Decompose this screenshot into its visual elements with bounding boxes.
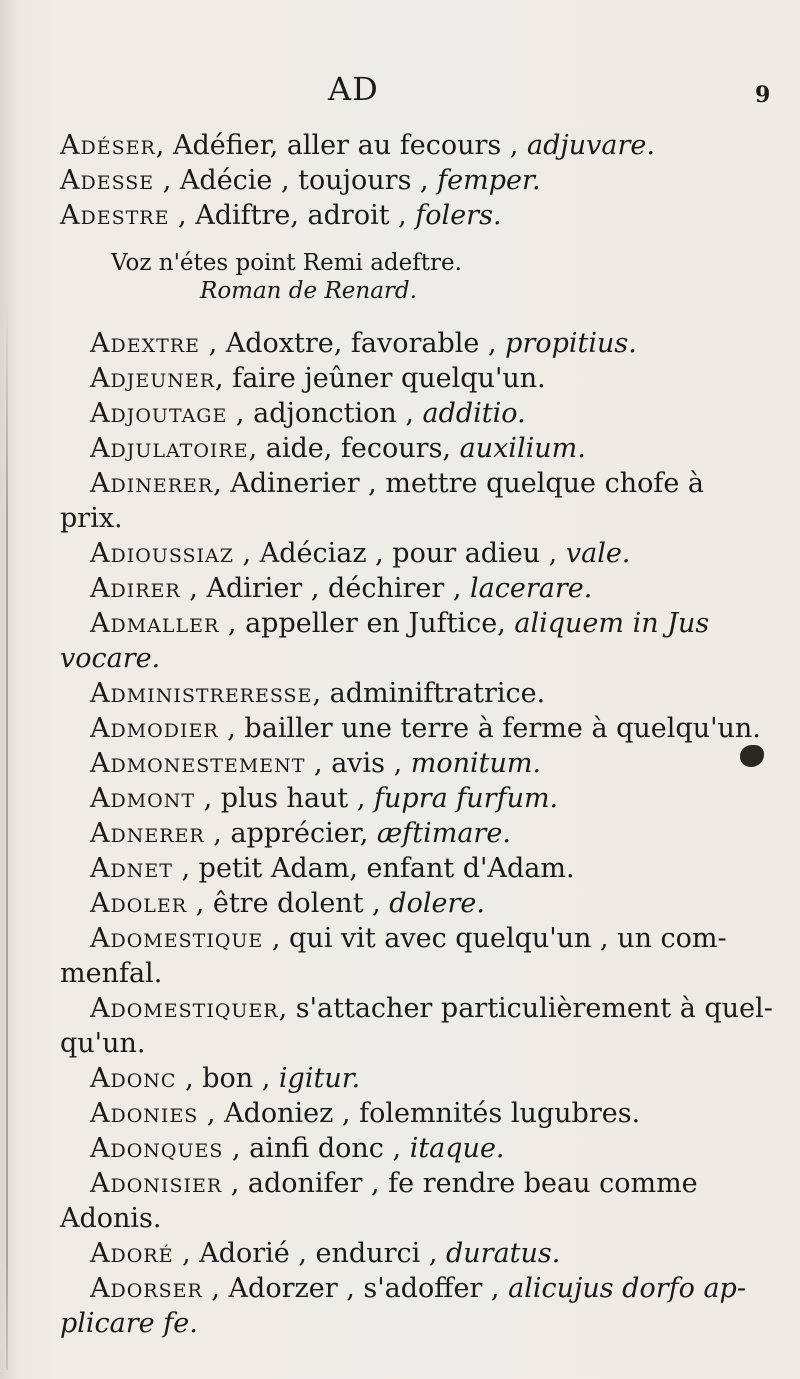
entry-adinerer-cont: prix. [60,503,123,534]
entry-adomestique: Adomestique , qui vit avec quelqu'un , un com- [90,923,727,954]
entry-admont: Admont , plus haut , fupra furfum. [90,783,559,814]
entry-adjeuner: Adjeuner, faire jeûner quelqu'un. [90,363,546,394]
entry-adirer: Adirer , Adirier , déchirer , lacerare. [90,573,593,604]
entry-adnerer: Adnerer , apprécier, æftimare. [90,818,511,849]
entry-adore: Adoré , Adorié , endurci , duratus. [90,1238,561,1269]
entry-adestre: Adestre , Adiftre, adroit , folers. [60,200,502,231]
entry-admodier: Admodier , bailler une terre à ferme à quelqu'un. [90,713,761,744]
entry-adonisier: Adonisier , adonifer , fe rendre beau comme [90,1168,698,1199]
entry-adonies: Adonies , Adoniez , folemnités lugubres. [90,1098,641,1129]
entry-admonestement: Admonestement , avis , monitum. [90,748,542,779]
entry-adeser: Adéser, Adéfier, aller au fecours , adjuvare. [60,130,655,161]
entry-adorser-cont: plicare fe. [60,1308,198,1339]
entry-adesse: Adesse , Adécie , toujours , femper. [60,165,541,196]
entry-adonques: Adonques , ainfi donc , itaque. [90,1133,505,1164]
page-number: 9 [755,82,771,108]
entry-adoler: Adoler , être dolent , dolere. [90,888,485,919]
entry-adinerer: Adinerer, Adinerier , mettre quelque chofe à [90,468,705,499]
citation-quote: Voz n'étes point Remi adeftre. [111,250,462,276]
entry-adonisier-cont: Adonis. [60,1203,162,1234]
page-header [0,70,800,110]
entry-adjoutage: Adjoutage , adjonction , additio. [90,398,526,429]
entry-adomestique-cont: menfal. [60,958,163,989]
entry-adorser: Adorser , Adorzer , s'adoffer , alicujus dorfo ap- [90,1273,746,1304]
running-head: AD [328,70,379,108]
entry-adioussiaz: Adioussiaz , Adéciaz , pour adieu , vale. [90,538,631,569]
entry-adnet: Adnet , petit Adam, enfant d'Adam. [90,853,575,884]
entry-admaller-cont: vocare. [60,643,161,674]
entry-adomestiquer-cont: qu'un. [60,1028,146,1059]
entry-adjulatoire: Adjulatoire, aide, fecours, auxilium. [90,433,586,464]
entry-adonc: Adonc , bon , igitur. [90,1063,361,1094]
entry-administreresse: Administreresse, adminiftratrice. [90,678,546,709]
entry-admaller: Admaller , appeller en Juftice, aliquem in Jus [90,608,710,639]
citation-source: Roman de Renard. [200,278,417,304]
entry-adomestiquer: Adomestiquer, s'attacher particulièrement à quel- [90,993,773,1024]
ink-stain [740,745,764,767]
entry-adextre: Adextre , Adoxtre, favorable , propitius. [90,328,637,359]
page-gutter-shadow [6,300,8,1370]
